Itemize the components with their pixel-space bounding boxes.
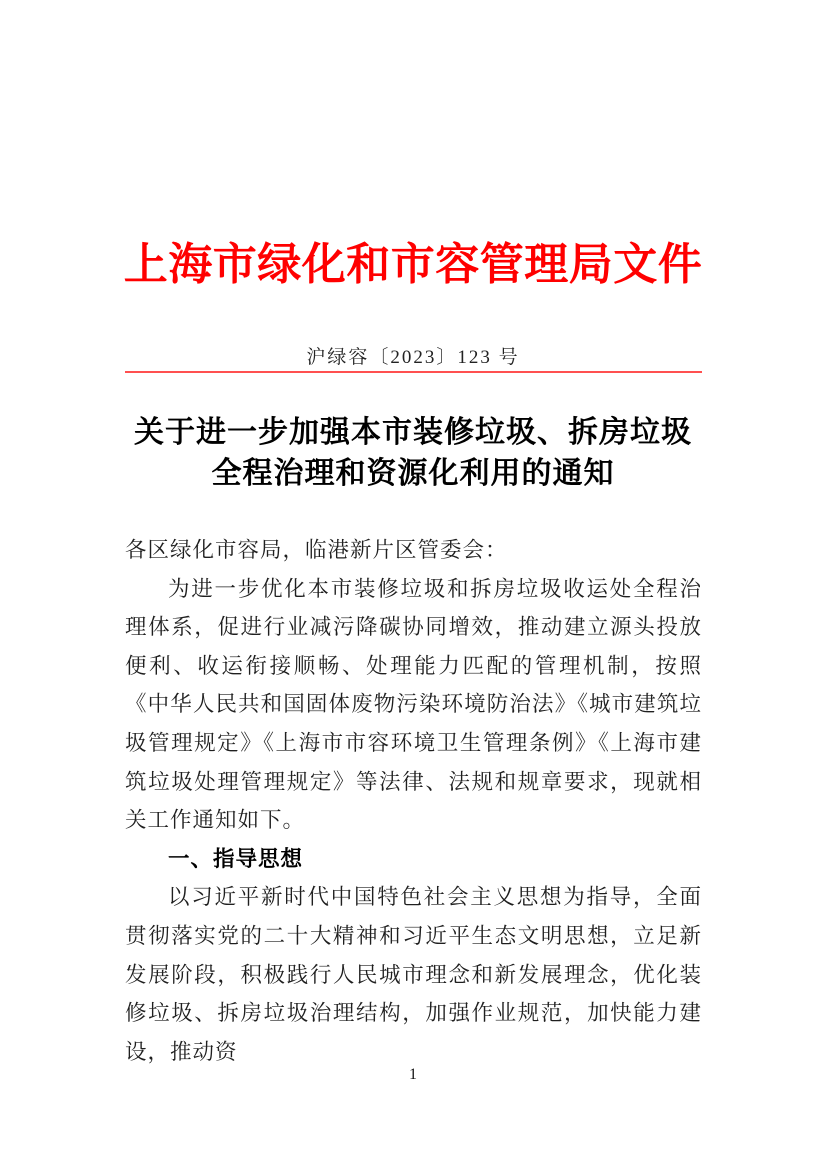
document-title-line-2: 全程治理和资源化利用的通知 <box>211 457 615 490</box>
body-paragraph: 以习近平新时代中国特色社会主义思想为指导，全面贯彻落实党的二十大精神和习近平生态文明思想，立足新发展阶段，积极践行人民城市理念和新发展理念，优化装修垃圾、拆房垃圾治理结构，加强作业规范，加快能力建设，推动资 <box>125 885 702 1064</box>
document-title <box>0 412 826 494</box>
page-number: 1 <box>409 1066 417 1083</box>
body-paragraph: 为进一步优化本市装修垃圾和拆房垃圾收运处全程治理体系，促进行业减污降碳协同增效，推动建立源头投放便利、收运衔接顺畅、处理能力匹配的管理机制，按照《中华人民共和国固体废物污染环境防治法》《城市建筑垃圾管理规定》《上海市市容环境卫生管理条例》《上海市建筑垃圾处理管理规定》等法律、法规和规章要求，现就相关工作通知如下。 <box>125 576 702 833</box>
page-footer <box>0 1066 826 1084</box>
agency-letterhead-title: 上海市绿化和市容管理局文件 <box>123 240 703 289</box>
letterhead-divider <box>125 371 702 373</box>
document-number: 沪绿容〔2023〕123 号 <box>306 347 520 368</box>
document-body <box>125 531 702 1071</box>
salutation-line: 各区绿化市容局，临港新片区管委会： <box>125 538 508 562</box>
section-heading: 一、指导思想 <box>168 846 304 871</box>
document-title-line-1: 关于进一步加强本市装修垃圾、拆房垃圾 <box>134 416 692 449</box>
